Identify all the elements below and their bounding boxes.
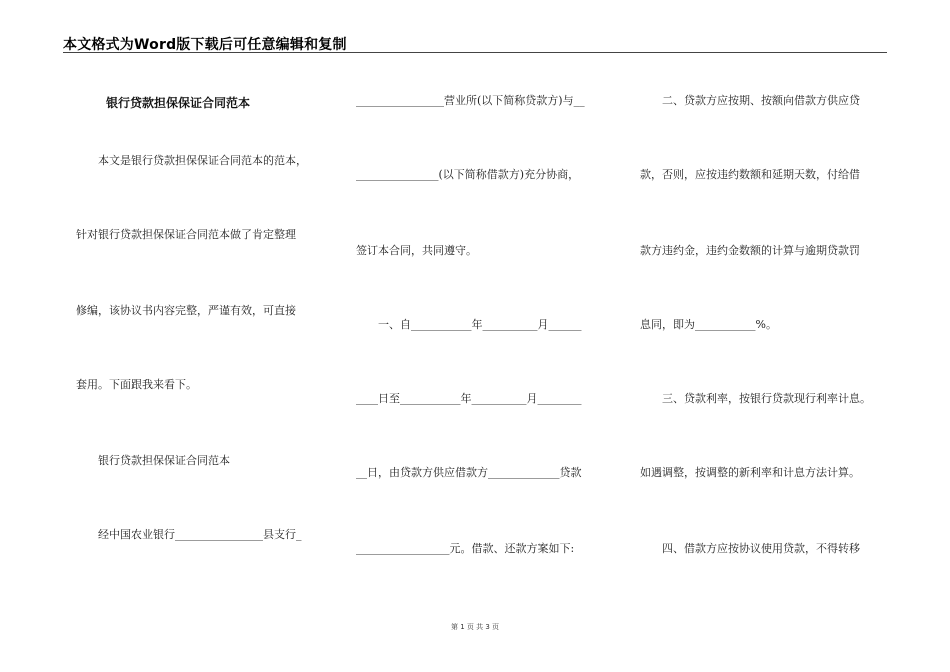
text-column-3 [640, 0, 900, 672]
text-line: 款，否则，应按违约数额和延期天数，付给借 [640, 168, 860, 181]
text-line: 如遇调整，按调整的新利率和计息方法计算。 [640, 466, 860, 479]
text-line: ____日至___________年__________月________ [356, 392, 582, 405]
text-line: 一、自___________年__________月______ [356, 318, 582, 331]
text-line: 套用。下面跟我来看下。 [76, 378, 197, 391]
text-line: 息同，即为___________%。 [640, 318, 777, 331]
text-line: _______________(以下简称借款方)充分协商， [356, 168, 580, 181]
page-number-footer: 第 1 页 共 3 页 [450, 623, 500, 631]
document-header-title: 本文格式为Word版下载后可任意编辑和复制 [63, 37, 347, 53]
text-column-2 [356, 0, 618, 672]
text-line: 针对银行贷款担保保证合同范本做了肯定整理 [76, 228, 296, 241]
text-line: 签订本合同，共同遵守。 [356, 244, 477, 257]
text-line: 经中国农业银行________________县支行_ [76, 528, 302, 541]
text-line: 银行贷款担保保证合同范本 [76, 454, 230, 467]
text-column-1 [76, 0, 336, 672]
text-line: 本文是银行贷款担保保证合同范本的范本， [76, 154, 307, 167]
contract-title: 银行贷款担保保证合同范本 [106, 96, 251, 110]
text-line: 修编，该协议书内容完整，严谨有效，可直接 [76, 304, 296, 317]
text-line: __日，由贷款方供应借款方_____________贷款 [356, 466, 582, 479]
text-line: 款方违约金，违约金数额的计算与逾期贷款罚 [640, 244, 860, 257]
text-line: 三、贷款利率，按银行贷款现行利率计息。 [640, 392, 871, 405]
text-line: 二、贷款方应按期、按额向借款方供应贷 [640, 94, 860, 107]
text-line: _________________元。借款、还款方案如下: [356, 542, 575, 555]
text-line: ________________营业所(以下简称贷款方)与__ [356, 94, 585, 107]
text-line: 四、借款方应按协议使用贷款，不得转移 [640, 542, 860, 555]
